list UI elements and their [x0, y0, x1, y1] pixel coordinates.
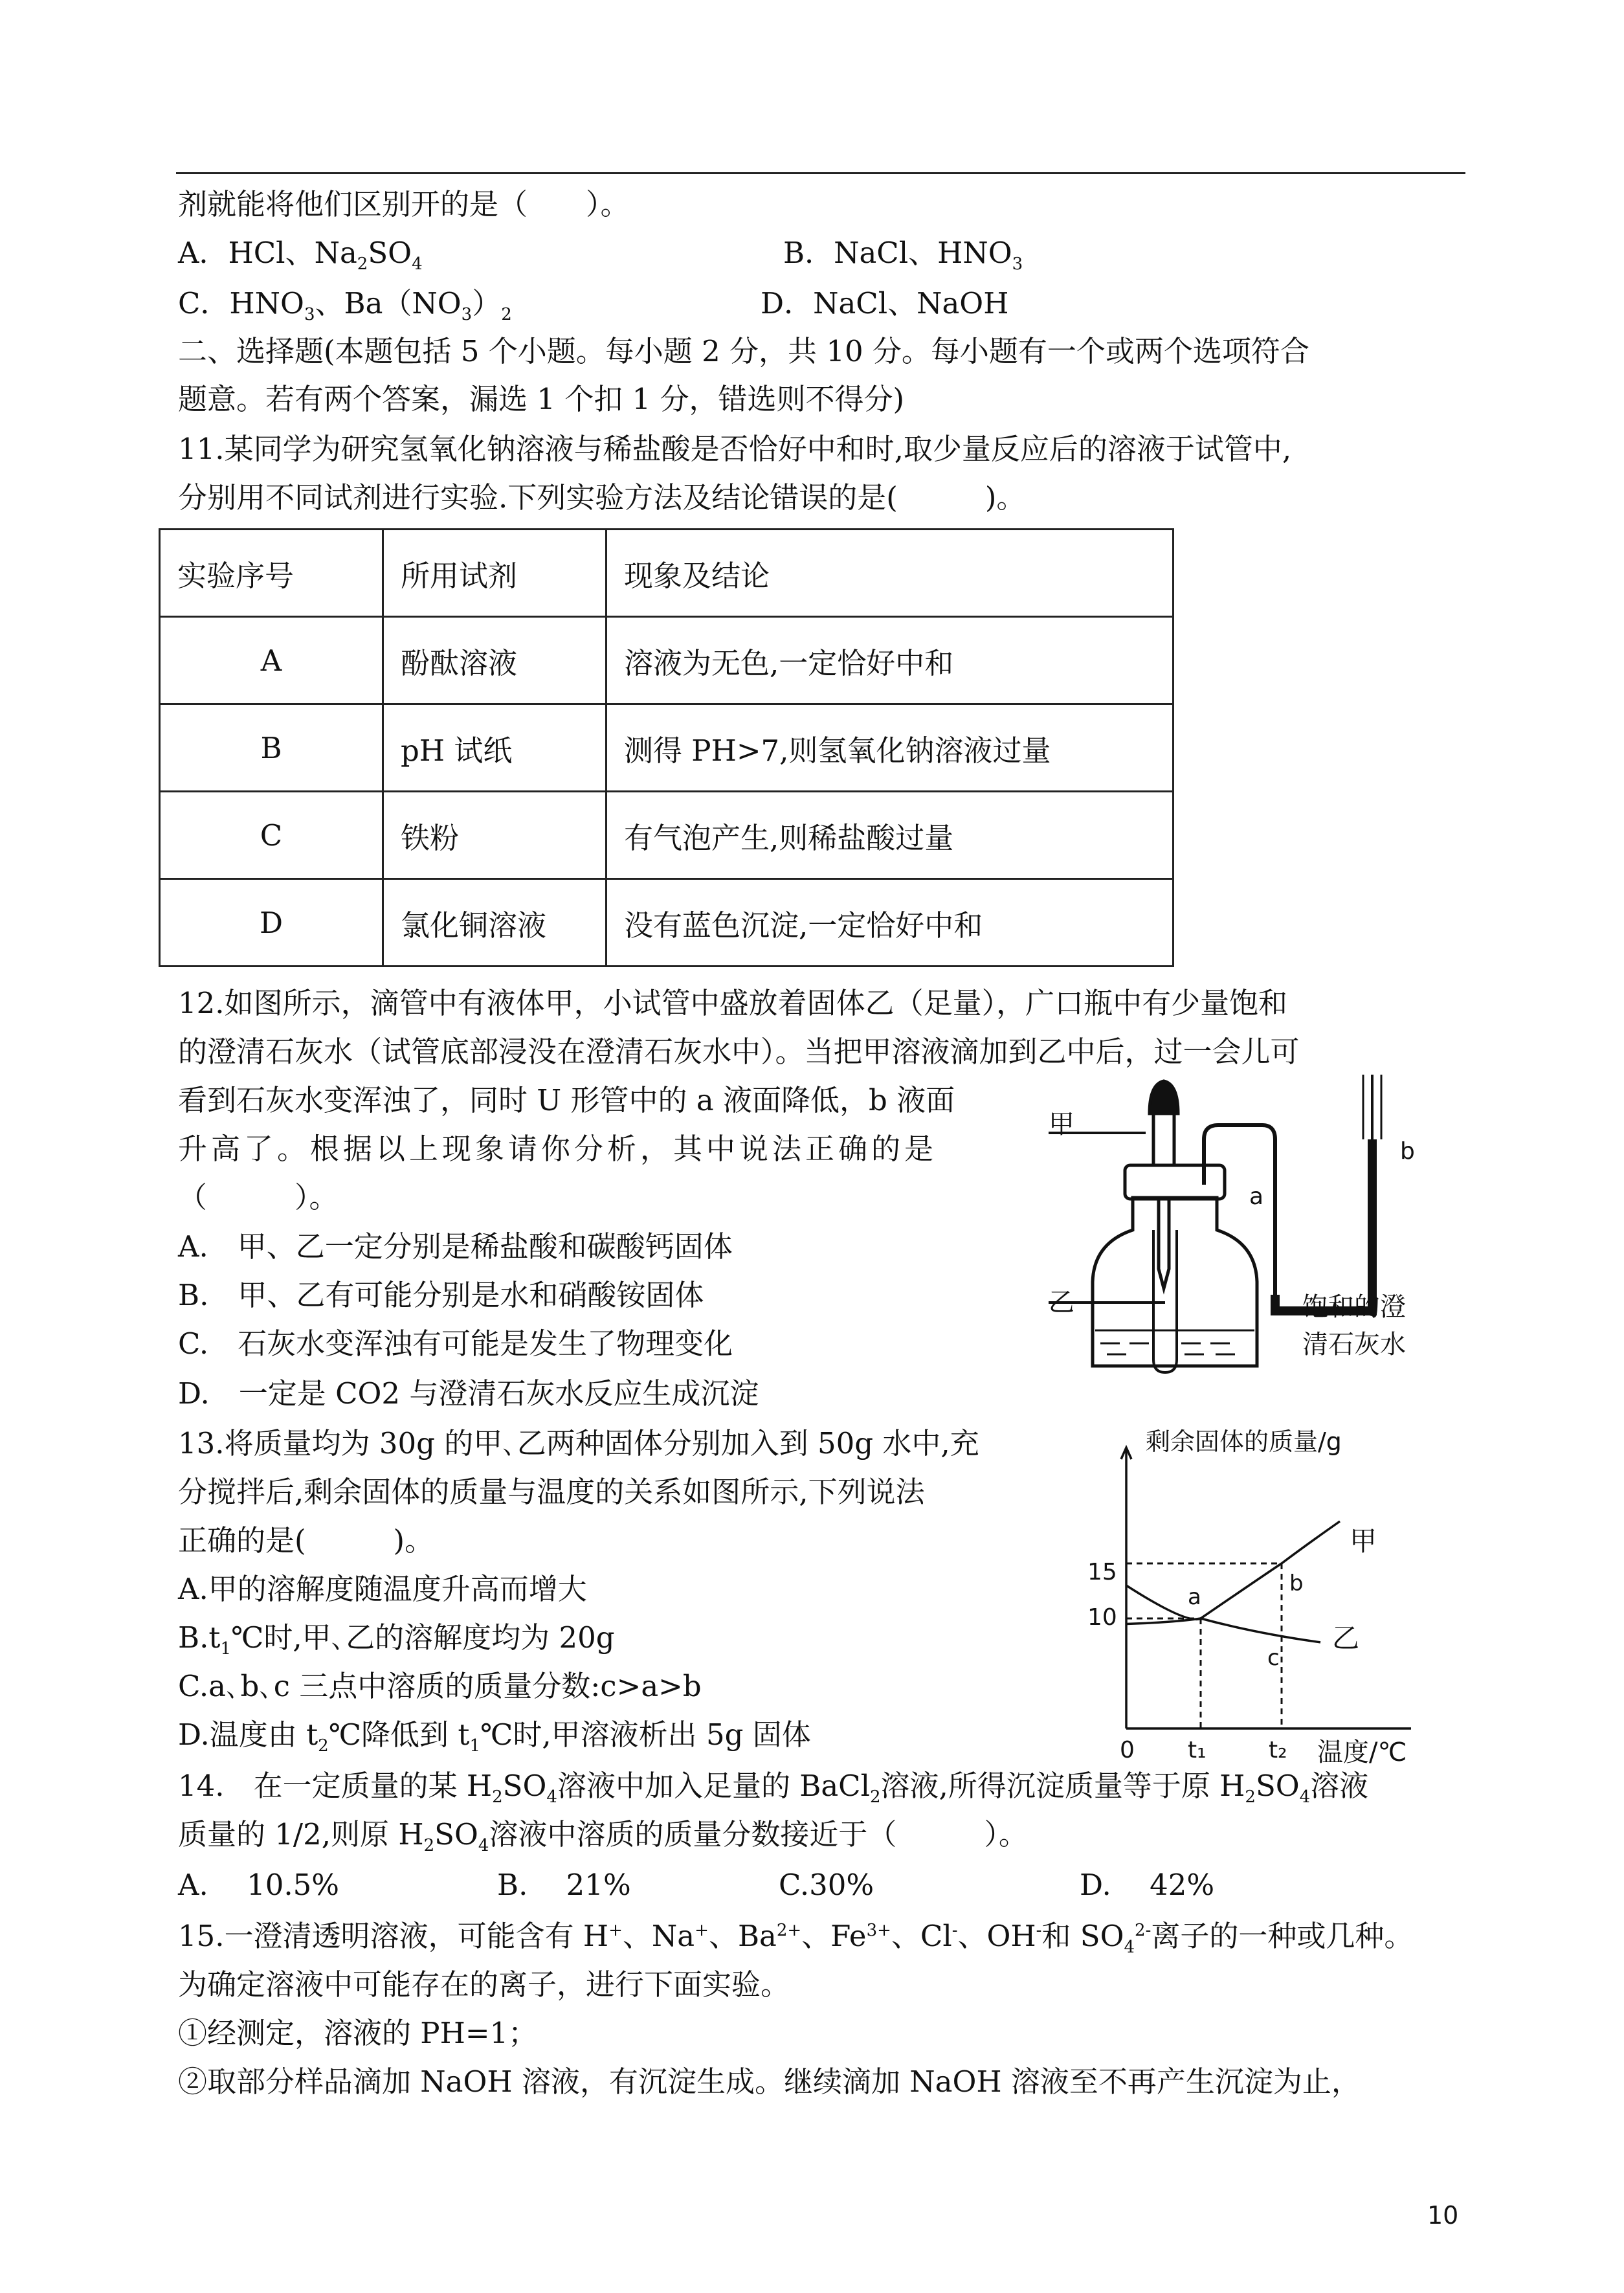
bottle-outline [1093, 1198, 1257, 1366]
table-header-row [160, 530, 1174, 617]
q12-stem-line5: （ ）。 [178, 1180, 339, 1214]
q14-option-a: A. 10.5% [178, 1868, 340, 1902]
section2-heading-line1: 二、选择题(本题包括 5 个小题。每小题 2 分，共 10 分。每小题有一个或两个选项符合 [178, 334, 1309, 368]
q10-stem-tail: 剂就能将他们区别开的是（ ）。 [178, 187, 630, 221]
q12-option-a: A. 甲、乙一定分别是稀盐酸和碳酸钙固体 [178, 1229, 733, 1264]
label-jia: 甲 [1049, 1110, 1074, 1139]
chart-x-tick-t1: t₁ [1188, 1737, 1207, 1763]
table-cell: pH 试纸 [383, 704, 606, 792]
q13-option-b: $B.t_1℃$时,甲､乙的溶解度均为 20g [178, 1620, 615, 1659]
apparatus-figure [1049, 1075, 1450, 1379]
stopper [1125, 1165, 1225, 1199]
chart-xlabel: 温度/℃ [1317, 1738, 1407, 1767]
q14-stem-line1: 14. 在一定质量的某 $H_2SO_4$溶液中加入足量的 BaCl$_2$溶液,所得沉淀质量等于原 $H_2SO_4$溶液 [178, 1769, 1369, 1807]
section2-heading-line2: 题意。若有两个答案，漏选 1 个扣 1 分，错选则不得分) [178, 382, 905, 416]
dropper-tip [1159, 1199, 1169, 1288]
series-label-jia: 甲 [1350, 1525, 1377, 1557]
label-b: b [1400, 1138, 1415, 1165]
table-row [160, 704, 1174, 792]
liquid-hatching [1100, 1343, 1235, 1354]
table-row [160, 617, 1174, 704]
table-header: 实验序号 [160, 530, 383, 617]
point-label-a: a [1188, 1584, 1201, 1610]
table-cell: 测得 PH>7,则氢氧化钠溶液过量 [606, 704, 1174, 792]
q15-step2: ②取部分样品滴加 NaOH 溶液，有沉淀生成。继续滴加 NaOH 溶液至不再产生沉淀为止， [178, 2064, 1361, 2099]
chart-y-tick-15: 15 [1087, 1559, 1117, 1585]
q10-option-a: A．HCl、$Na_2SO_4$ [178, 236, 423, 274]
table-row [160, 879, 1174, 967]
q12-stem-line3: 看到石灰水变浑浊了，同时 U 形管中的 a 液面降低，b 液面 [178, 1083, 955, 1117]
point-label-c: c [1267, 1645, 1280, 1671]
q12-stem-line1: 12.如图所示，滴管中有液体甲，小试管中盛放着固体乙（足量），广口瓶中有少量饱和 [178, 986, 1288, 1020]
point-label-b: b [1289, 1571, 1304, 1596]
q12-option-b: B. 甲、乙有可能分别是水和硝酸铵固体 [178, 1278, 704, 1312]
q12-option-d: D. 一定是 CO2 与澄清石灰水反应生成沉淀 [178, 1376, 759, 1411]
label-a: a [1249, 1183, 1264, 1210]
solubility-chart [1062, 1424, 1450, 1774]
table-header: 现象及结论 [606, 530, 1174, 617]
header-rule [176, 172, 1465, 174]
q14-option-d: D. 42% [1080, 1868, 1215, 1902]
u-tube-liquid [1275, 1139, 1372, 1311]
table-row [160, 792, 1174, 879]
table-cell: D [160, 879, 383, 967]
q10-option-d: D．NaCl、NaOH [761, 286, 1009, 320]
q11-stem-line1: 11.某同学为研究氢氧化钠溶液与稀盐酸是否恰好中和时,取少量反应后的溶液于试管中, [178, 432, 1292, 466]
q10-option-b: B．NaCl、$HNO_3$ [783, 236, 1023, 274]
chart-x-tick-t2: t₂ [1269, 1737, 1287, 1763]
q14-stem-line2: 质量的 1/2,则原 $H_2SO_4$溶液中溶质的质量分数接近于（ ）。 [178, 1817, 1028, 1855]
q14-option-b: B. 21% [497, 1868, 631, 1902]
chart-origin: 0 [1120, 1737, 1135, 1763]
table-cell: 酚酞溶液 [383, 617, 606, 704]
table-cell: B [160, 704, 383, 792]
q12-stem-line4: 升高了。根据以上现象请你分析，其中说法正确的是 [178, 1132, 938, 1166]
dropper-body [1153, 1113, 1174, 1165]
q13-option-c: C.a､b､c 三点中溶质的质量分数:c>a>b [178, 1669, 702, 1703]
connecting-tube [1204, 1125, 1275, 1295]
dropper-bulb [1150, 1081, 1178, 1113]
table-cell: 氯化铜溶液 [383, 879, 606, 967]
q10-option-c: C．$HNO_3$、$Ba(NO_3)_2$ [178, 286, 512, 324]
q13-option-d: D.温度由 $t_2℃$降低到 $t_1℃$时,甲溶液析出 5g 固体 [178, 1717, 811, 1756]
q11-stem-line2: 分别用不同试剂进行实验.下列实验方法及结论错误的是( )。 [178, 480, 1026, 515]
label-yi: 乙 [1049, 1288, 1074, 1317]
series-yi-line [1126, 1618, 1320, 1642]
page-number: 10 [1427, 2201, 1459, 2230]
q15-step1: ①经测定，溶液的 PH=1； [178, 2016, 538, 2050]
chart-ylabel: 剩余固体的质量/g [1146, 1427, 1342, 1456]
q13-stem-line3: 正确的是( )。 [178, 1523, 434, 1558]
q13-option-a: A.甲的溶解度随温度升高而增大 [178, 1572, 587, 1606]
table-header: 所用试剂 [383, 530, 606, 617]
q13-stem-line1: 13.将质量均为 30g 的甲､乙两种固体分别加入到 50g 水中,充 [178, 1426, 979, 1460]
table-cell: 有气泡产生,则稀盐酸过量 [606, 792, 1174, 879]
chart-y-tick-10: 10 [1087, 1604, 1117, 1631]
series-jia-line [1126, 1521, 1340, 1619]
label-saturated-2: 清石灰水 [1302, 1330, 1406, 1359]
label-saturated-1: 饱和的澄 [1302, 1292, 1406, 1322]
q13-stem-line2: 分搅拌后,剩余固体的质量与温度的关系如图所示,下列说法 [178, 1475, 925, 1509]
table-cell: 没有蓝色沉淀,一定恰好中和 [606, 879, 1174, 967]
table-cell: A [160, 617, 383, 704]
table-cell: C [160, 792, 383, 879]
q12-stem-line2: 的澄清石灰水（试管底部浸没在澄清石灰水中）。当把甲溶液滴加到乙中后，过一会儿可 [178, 1035, 1300, 1069]
table-cell: 溶液为无色,一定恰好中和 [606, 617, 1174, 704]
q11-experiment-table [159, 528, 1174, 967]
q12-option-c: C. 石灰水变浑浊有可能是发生了物理变化 [178, 1326, 733, 1361]
q14-option-c: C.30% [779, 1868, 874, 1902]
table-cell: 铁粉 [383, 792, 606, 879]
series-label-yi: 乙 [1332, 1622, 1360, 1654]
q15-stem-line1: 15.一澄清透明溶液，可能含有 H+、Na+、$Ba^{2+}$、$Fe^{3+}$、Cl-、OH-和 $SO_4^{2-}$离子的一种或几种。 [178, 1919, 1414, 1957]
q15-stem-line2: 为确定溶液中可能存在的离子，进行下面实验。 [178, 1967, 790, 2002]
